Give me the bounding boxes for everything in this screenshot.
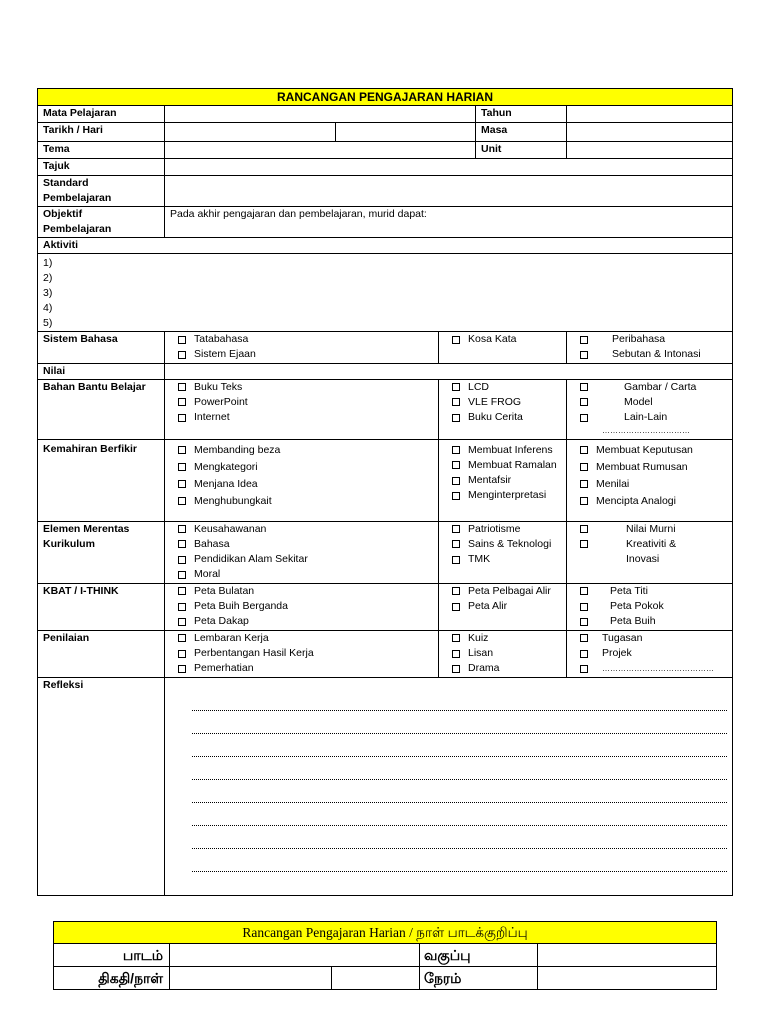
bahan-bantu-col2 [439, 379, 567, 439]
form-title: RANCANGAN PENGAJARAN HARIAN [38, 89, 733, 106]
penilaian-col1 [165, 630, 439, 677]
option-label: Peta Pokok [610, 600, 664, 613]
internet-option[interactable] [170, 410, 433, 425]
peribahasa-option[interactable] [572, 332, 727, 347]
checkbox-icon[interactable] [178, 414, 186, 422]
aktiviti-item: 5) [43, 317, 53, 329]
checkbox-icon[interactable] [452, 398, 460, 406]
mata-pelajaran-label: Mata Pelajaran [38, 106, 165, 123]
naal-field[interactable] [332, 967, 420, 990]
thikathi-field[interactable] [170, 967, 332, 990]
checkbox-icon[interactable] [178, 497, 186, 505]
perbentangan-option[interactable] [170, 646, 433, 661]
vaguppu-field[interactable] [538, 944, 717, 967]
peta-buih-option[interactable] [572, 614, 727, 629]
option-label: Gambar / Carta [624, 380, 697, 393]
gambar-carta-option[interactable] [572, 380, 727, 395]
checkbox-icon[interactable] [452, 587, 460, 595]
checkbox-icon[interactable] [178, 618, 186, 626]
checkbox-icon[interactable] [452, 492, 460, 500]
checkbox-icon[interactable] [178, 336, 186, 344]
aktiviti-field[interactable] [38, 254, 733, 332]
emk-col3 [567, 521, 733, 583]
checkbox-icon[interactable] [178, 463, 186, 471]
pemerhatian-option[interactable] [170, 661, 433, 676]
standard-label-line1: Standard [43, 177, 89, 189]
option-label: Model [624, 395, 653, 408]
option-label: Membuat Rumusan [596, 460, 688, 473]
checkbox-icon[interactable] [580, 618, 588, 626]
projek-option[interactable] [572, 646, 727, 661]
tahun-field[interactable] [567, 106, 733, 123]
checkbox-icon[interactable] [580, 336, 588, 344]
option-label: TMK [468, 553, 491, 566]
kbat-col3 [567, 583, 733, 630]
option-label: VLE FROG [468, 395, 522, 408]
membanding-beza-option[interactable] [170, 443, 433, 460]
checkbox-icon[interactable] [452, 446, 460, 454]
checkbox-icon[interactable] [452, 525, 460, 533]
objektif-label-line1: Objektif [43, 208, 83, 220]
option-label: Sebutan & Intonasi [612, 348, 701, 361]
checkbox-icon[interactable] [580, 634, 588, 642]
nilai-field[interactable] [165, 363, 733, 379]
paadam-label: பாடம் [54, 944, 170, 967]
option-label: Kosa Kata [468, 333, 517, 345]
sains-teknologi-option[interactable] [444, 537, 561, 552]
kemahiran-col1 [165, 439, 439, 521]
unit-field[interactable] [567, 142, 733, 159]
tarikh-hari-label: Tarikh / Hari [38, 123, 165, 142]
standard-field[interactable] [165, 176, 733, 207]
option-label: Tugasan [602, 631, 643, 644]
option-label: Peta Buih Berganda [194, 600, 288, 613]
checkbox-icon[interactable] [580, 414, 588, 422]
refleksi-line [192, 734, 727, 757]
lesson-plan-table [37, 88, 733, 896]
penilaian-col2 [439, 630, 567, 677]
option-label: Projek [602, 647, 632, 660]
objektif-label-line2: Pembelajaran [43, 223, 112, 235]
checkbox-icon[interactable] [178, 480, 186, 488]
option-label: Kreativiti & [626, 537, 677, 550]
option-label: Patriotisme [468, 522, 521, 535]
checkbox-icon[interactable] [178, 603, 186, 611]
peta-pokok-option[interactable] [572, 599, 727, 614]
kreativiti-option[interactable] [572, 537, 727, 552]
sebutan-intonasi-option[interactable] [572, 347, 727, 362]
membuat-inferens-option[interactable] [444, 443, 561, 458]
checkbox-icon[interactable] [178, 556, 186, 564]
neram-label: நேரம் [420, 967, 538, 990]
masa-field[interactable] [567, 123, 733, 142]
option-label: Membuat Inferens [468, 443, 553, 456]
option-label: Membanding beza [194, 443, 281, 456]
refleksi-line [192, 780, 727, 803]
checkbox-icon[interactable] [178, 540, 186, 548]
inovasi-label: Inovasi [626, 553, 660, 566]
menjana-idea-option[interactable] [170, 477, 433, 494]
kemahiran-col2 [439, 439, 567, 521]
penilaian-label: Penilaian [38, 630, 165, 677]
lembaran-kerja-option[interactable] [170, 631, 433, 646]
menilai-option[interactable] [572, 477, 727, 494]
checkbox-icon[interactable] [452, 383, 460, 391]
kosa-kata-option[interactable] [444, 332, 561, 347]
menghubungkait-option[interactable] [170, 494, 433, 511]
option-label: Mencipta Analogi [596, 494, 676, 507]
powerpoint-option[interactable] [170, 395, 433, 410]
option-label: Sistem Ejaan [194, 348, 256, 361]
tatabahasa-option[interactable] [170, 332, 433, 347]
tahun-label: Tahun [476, 106, 567, 123]
buku-teks-option[interactable] [170, 380, 433, 395]
option-label: Bahasa [194, 537, 230, 550]
checkbox-icon[interactable] [178, 446, 186, 454]
checkbox-icon[interactable] [580, 398, 588, 406]
checkbox-icon[interactable] [178, 571, 186, 579]
checkbox-icon[interactable] [178, 383, 186, 391]
option-label: Tatabahasa [194, 333, 249, 345]
checkbox-icon[interactable] [580, 463, 588, 471]
option-label: Buku Cerita [468, 411, 523, 424]
peta-bulatan-option[interactable] [170, 584, 433, 599]
emk-label-line2: Kurikulum [43, 537, 95, 550]
standard-label-line2: Pembelajaran [43, 192, 112, 204]
option-label: Sains & Teknologi [468, 537, 552, 550]
option-label: Internet [194, 411, 230, 424]
objektif-label [38, 207, 165, 238]
neram-field[interactable] [538, 967, 717, 990]
checkbox-icon[interactable] [580, 446, 588, 454]
tamil-form-title: Rancangan Pengajaran Harian / நாள் பாடக்குறிப்பு [54, 922, 717, 944]
checkbox-icon[interactable] [452, 477, 460, 485]
drama-option[interactable] [444, 661, 561, 676]
vaguppu-label: வகுப்பு [420, 944, 538, 967]
tmk-option[interactable] [444, 552, 561, 567]
option-label: PowerPoint [194, 395, 248, 408]
refleksi-line [192, 849, 727, 872]
tarikh-field[interactable] [165, 123, 336, 142]
tema-label: Tema [38, 142, 165, 159]
tamil-lesson-plan-table [53, 921, 717, 990]
checkbox-icon[interactable] [580, 603, 588, 611]
kemahiran-label: Kemahiran Berfikir [38, 439, 165, 521]
membuat-ramalan-option[interactable] [444, 458, 561, 473]
checkbox-icon[interactable] [580, 525, 588, 533]
checkbox-icon[interactable] [452, 556, 460, 564]
checkbox-icon[interactable] [580, 540, 588, 548]
patriotisme-option[interactable] [444, 522, 561, 537]
option-label: Perbentangan Hasil Kerja [194, 647, 314, 660]
aktiviti-item: 1) [43, 257, 53, 269]
refleksi-label: Refleksi [38, 677, 165, 895]
checkbox-icon[interactable] [452, 603, 460, 611]
option-label: Moral [194, 568, 221, 581]
tajuk-label: Tajuk [38, 159, 165, 176]
option-label: Menjana Idea [194, 477, 258, 490]
menginterpretasi-option[interactable] [444, 488, 561, 503]
checkbox-icon[interactable] [580, 497, 588, 505]
aktiviti-item: 2) [43, 272, 53, 284]
checkbox-icon[interactable] [178, 525, 186, 533]
option-label: Peribahasa [612, 333, 666, 345]
refleksi-line [192, 688, 727, 711]
sistem-bahasa-col3 [567, 332, 733, 364]
option-label: Pemerhatian [194, 662, 254, 675]
checkbox-icon[interactable] [452, 540, 460, 548]
hari-field[interactable] [336, 123, 476, 142]
kbat-col1 [165, 583, 439, 630]
peta-alir-option[interactable] [444, 599, 561, 614]
tema-field[interactable] [165, 142, 476, 159]
buku-cerita-option[interactable] [444, 410, 561, 425]
option-label: Menghubungkait [194, 494, 272, 507]
emk-label [38, 521, 165, 583]
bahan-bantu-label: Bahan Bantu Belajar [38, 379, 165, 439]
option-label: Drama [468, 662, 500, 675]
paadam-field[interactable] [170, 944, 420, 967]
checkbox-icon[interactable] [178, 634, 186, 642]
option-label: LCD [468, 380, 490, 393]
nilai-murni-option[interactable] [572, 522, 727, 537]
option-label: Peta Titi [610, 584, 648, 597]
moral-option[interactable] [170, 567, 433, 582]
bahan-bantu-col3 [567, 379, 733, 439]
option-label: Mentafsir [468, 474, 512, 487]
membuat-rumusan-option[interactable] [572, 460, 727, 477]
vle-frog-option[interactable] [444, 395, 561, 410]
option-label: Peta Alir [468, 600, 508, 613]
option-label: Menginterpretasi [468, 489, 547, 502]
keusahawanan-option[interactable] [170, 522, 433, 537]
bahan-bantu-col1 [165, 379, 439, 439]
sistem-bahasa-label: Sistem Bahasa [38, 332, 165, 364]
option-label: Lisan [468, 647, 494, 660]
checkbox-icon[interactable] [178, 587, 186, 595]
option-label: Membuat Ramalan [468, 458, 557, 471]
checkbox-icon[interactable] [178, 665, 186, 673]
emk-col1 [165, 521, 439, 583]
aktiviti-item: 4) [43, 302, 53, 314]
sistem-ejaan-option[interactable] [170, 347, 433, 362]
option-label: Peta Bulatan [194, 584, 255, 597]
standard-label [38, 176, 165, 207]
option-label: Peta Buih [610, 615, 656, 628]
aktiviti-label: Aktiviti [38, 238, 733, 254]
mengkategori-option[interactable] [170, 460, 433, 477]
option-label: Mengkategori [194, 460, 258, 473]
peta-titi-option[interactable] [572, 584, 727, 599]
option-label: Kuiz [468, 631, 489, 644]
refleksi-line [192, 711, 727, 734]
checkbox-icon[interactable] [452, 634, 460, 642]
option-label: Membuat Keputusan [596, 443, 693, 456]
option-label: Lain-Lain [624, 411, 668, 424]
option-label: Nilai Murni [626, 522, 676, 535]
option-label: Buku Teks [194, 380, 243, 393]
refleksi-line [192, 803, 727, 826]
checkbox-icon[interactable] [178, 650, 186, 658]
checkbox-icon[interactable] [178, 351, 186, 359]
checkbox-icon[interactable] [580, 650, 588, 658]
aktiviti-item: 3) [43, 287, 53, 299]
objektif-field[interactable]: Pada akhir pengajaran dan pembelajaran, murid dapat: [165, 207, 733, 238]
peta-pelbagai-alir-option[interactable] [444, 584, 561, 599]
lain-lain-dots[interactable]: …………………………… [602, 426, 690, 436]
checkbox-icon[interactable] [580, 665, 588, 673]
checkbox-icon[interactable] [580, 383, 588, 391]
alam-sekitar-option[interactable] [170, 552, 433, 567]
nilai-label: Nilai [38, 363, 165, 379]
option-label: Pendidikan Alam Sekitar [194, 553, 308, 566]
option-label: Peta Dakap [194, 615, 249, 628]
option-label: Menilai [596, 477, 630, 490]
checkbox-icon[interactable] [580, 587, 588, 595]
kemahiran-col3 [567, 439, 733, 521]
thikathi-label: திகதி/நாள் [54, 967, 170, 990]
mata-pelajaran-field[interactable] [165, 106, 476, 123]
mencipta-analogi-option[interactable] [572, 494, 727, 511]
peta-dakap-option[interactable] [170, 614, 433, 629]
bahasa-option[interactable] [170, 537, 433, 552]
lain-option[interactable] [572, 661, 727, 676]
lcd-option[interactable] [444, 380, 561, 395]
option-label: Keusahawanan [194, 522, 267, 535]
checkbox-icon[interactable] [452, 650, 460, 658]
kuiz-option[interactable] [444, 631, 561, 646]
kbat-label: KBAT / I-THINK [38, 583, 165, 630]
checkbox-icon[interactable] [580, 480, 588, 488]
refleksi-field[interactable] [165, 677, 733, 895]
checkbox-icon[interactable] [452, 665, 460, 673]
checkbox-icon[interactable] [178, 398, 186, 406]
checkbox-icon[interactable] [452, 414, 460, 422]
kbat-col2 [439, 583, 567, 630]
tugasan-option[interactable] [572, 631, 727, 646]
option-dots: …………………………………… [602, 664, 714, 674]
unit-label: Unit [476, 142, 567, 159]
option-label: Lembaran Kerja [194, 631, 269, 644]
sistem-bahasa-col1 [165, 332, 439, 364]
checkbox-icon[interactable] [580, 351, 588, 359]
masa-label: Masa [476, 123, 567, 142]
option-label: Peta Pelbagai Alir [468, 584, 551, 597]
sistem-bahasa-col2 [439, 332, 567, 364]
emk-label-line1: Elemen Merentas [43, 522, 130, 535]
emk-col2 [439, 521, 567, 583]
refleksi-line [192, 826, 727, 849]
model-option[interactable] [572, 395, 727, 410]
tajuk-field[interactable] [165, 159, 733, 176]
penilaian-col3 [567, 630, 733, 677]
mentafsir-option[interactable] [444, 473, 561, 488]
refleksi-line [192, 757, 727, 780]
checkbox-icon[interactable] [452, 461, 460, 469]
peta-buih-berganda-option[interactable] [170, 599, 433, 614]
checkbox-icon[interactable] [452, 336, 460, 344]
lisan-option[interactable] [444, 646, 561, 661]
lain-lain-option[interactable] [572, 410, 727, 425]
membuat-keputusan-option[interactable] [572, 443, 727, 460]
